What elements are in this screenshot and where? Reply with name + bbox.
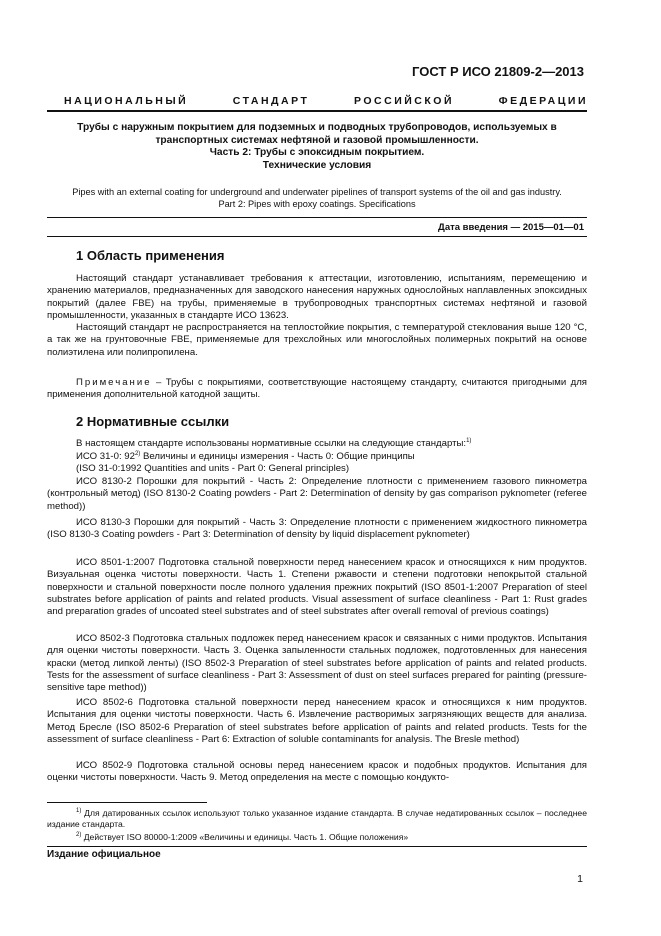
title-en-line: Part 2: Pipes with epoxy coatings. Specifications bbox=[218, 199, 416, 209]
note-text: – Трубы с покрытиями, соответствующие настоящему стандарту, считаются пригодными для применения дополнительной катодной защиты. bbox=[47, 377, 587, 401]
title-en-line: Pipes with an external coating for underground and underwater pipelines of transport systems of the oil and gas industry. bbox=[72, 187, 562, 197]
reference-iso8130-3: ИСО 8130-3 Порошки для покрытий - Часть 3: Определение плотности с применением жидкостного пикнометра (ISO 8130-3 Coating powders - Part 3: Determination of density by liquid displacement pyknometer) bbox=[47, 517, 587, 541]
reference-iso8502-9: ИСО 8502-9 Подготовка стальной основы перед нанесением красок и подобных продуктов. Испытания для оценки чистоты поверхности. Часть 9. Метод определения на месте с помощью кондукто- bbox=[47, 760, 587, 784]
footnote-rule bbox=[47, 802, 207, 803]
reference-iso31 bbox=[47, 451, 587, 463]
reference-code: ИСО 31-0: 92 bbox=[76, 451, 135, 462]
standard-number: ГОСТ Р ИСО 21809-2—2013 bbox=[412, 64, 584, 79]
reference-iso8502-6: ИСО 8502-6 Подготовка стальной поверхности перед нанесением красок и относящихся к ним продуктов. Испытания для оценки чистоты поверхности. Часть 6. Извлечение растворимых загрязняющих веществ для анализа. Метод Бресле (ISO 8502-6 Preparation of steel substrates before application of paints and related products. Tests for the assessment of surface cleanliness - Part 6: Extraction of soluble contaminants for analysis. The Bresle method) bbox=[47, 697, 587, 745]
section-1-heading: 1 Область применения bbox=[76, 248, 225, 263]
footnote-text: Действует ISO 80000-1:2009 «Величины и единицы. Часть 1. Общие положения» bbox=[81, 832, 409, 842]
reference-title: Величины и единицы измерения - Часть 0: Общие принципы bbox=[140, 451, 415, 462]
title-english bbox=[47, 186, 587, 210]
note-label: Примечание bbox=[76, 377, 152, 388]
section-1-paragraph: Настоящий стандарт не распространяется на теплостойкие покрытия, с температурой стеклования выше 120 °С, а так же на грунтовочные FBE, применяемые для трехслойных или многослойных полимерных покрытий на основе полиэтилена или полипропилена. bbox=[47, 322, 587, 358]
title-russian bbox=[47, 122, 587, 172]
footer-rule bbox=[47, 846, 587, 847]
section-1-paragraph: Настоящий стандарт устанавливает требования к аттестации, изготовлению, испытаниям, перемещению и хранению материалов, предназначенных для заводского нанесения наружных однослойных наплавленных эпоксидных покрытий (далее FBE) на трубы, применяемые в трубопроводных транспортных системах нефтяной и газовой промышленности, указанных в стандарте ИСО 13623. bbox=[47, 273, 587, 321]
reference-iso8130-2: ИСО 8130-2 Порошки для покрытий - Часть 2: Определение плотности с применением газового пикнометра (контрольный метод) (ISO 8130-2 Coating powders - Part 2: Determination of density by gas comparison pyknometer (referee method)) bbox=[47, 476, 587, 512]
date-rule bbox=[47, 236, 587, 237]
footnote-ref: 1) bbox=[466, 438, 472, 444]
note bbox=[47, 377, 587, 402]
references-intro bbox=[47, 438, 587, 450]
reference-iso8501-1: ИСО 8501-1:2007 Подготовка стальной поверхности перед нанесением красок и относящихся к ним продуктов. Визуальная оценка чистоты поверхности. Часть 1. Степени ржавости и степени подготовки непокрытой стальной поверхности и стальной поверхности после полного удаления прежних покрытий (ISO 8501-1:2007 Preparation of steel substrates before application of paints and related products. Visual assessment of surface cleanliness - Part 1: Rust grades and preparation grades of uncoated steel substrates and of steel substrates after overall removal of previous coatings) bbox=[47, 557, 587, 618]
page-number: 1 bbox=[577, 873, 583, 885]
header-rule bbox=[47, 110, 587, 112]
introduction-date: Дата введения — 2015—01—01 bbox=[438, 222, 584, 233]
footnote-marker: 2) bbox=[76, 832, 82, 838]
footnote-2 bbox=[47, 832, 587, 843]
title-ru-line: транспортных системах нефтяной и газовой промышленности. bbox=[155, 134, 479, 146]
footnote-ref: 2) bbox=[134, 451, 141, 457]
footnote-marker: 1) bbox=[76, 808, 82, 814]
footnote-1 bbox=[47, 808, 587, 830]
title-rule bbox=[47, 217, 587, 218]
reference-iso31-en: (ISO 31-0:1992 Quantities and units - Part 0: General principles) bbox=[76, 463, 350, 474]
official-edition-label: Издание официальное bbox=[47, 849, 161, 860]
title-ru-line: Трубы с наружным покрытием для подземных и подводных трубопроводов, используемых в bbox=[77, 122, 557, 133]
national-standard-heading: НАЦИОНАЛЬНЫЙ СТАНДАРТ РОССИЙСКОЙ ФЕДЕРАЦИИ bbox=[64, 95, 588, 107]
section-2-heading: 2 Нормативные ссылки bbox=[76, 414, 230, 429]
references-intro-text: В настоящем стандарте использованы нормативные ссылки на следующие стандарты: bbox=[76, 438, 467, 449]
title-ru-line: Часть 2: Трубы с эпоксидным покрытием. bbox=[209, 147, 425, 159]
reference-iso8502-3: ИСО 8502-3 Подготовка стальных подложек перед нанесением красок и связанных с ними продуктов. Испытания для оценки чистоты поверхности. Часть 3. Оценка запыленности стальных подложек, подготовленных для нанесения краски (метод липкой ленты) (ISO 8502-3 Preparation of steel substrates before application of paints and related products. Tests for the assessment of surface cleanliness - Part 3: Assessment of dust on steel surfaces prepared for painting (pressure-sensitive tape method)) bbox=[47, 633, 587, 694]
title-ru-line: Технические условия bbox=[262, 159, 372, 171]
footnote-text: Для датированных ссылок используют только указанное издание стандарта. В случае недатированных ссылок – последнее издание стандарта. bbox=[47, 808, 587, 829]
